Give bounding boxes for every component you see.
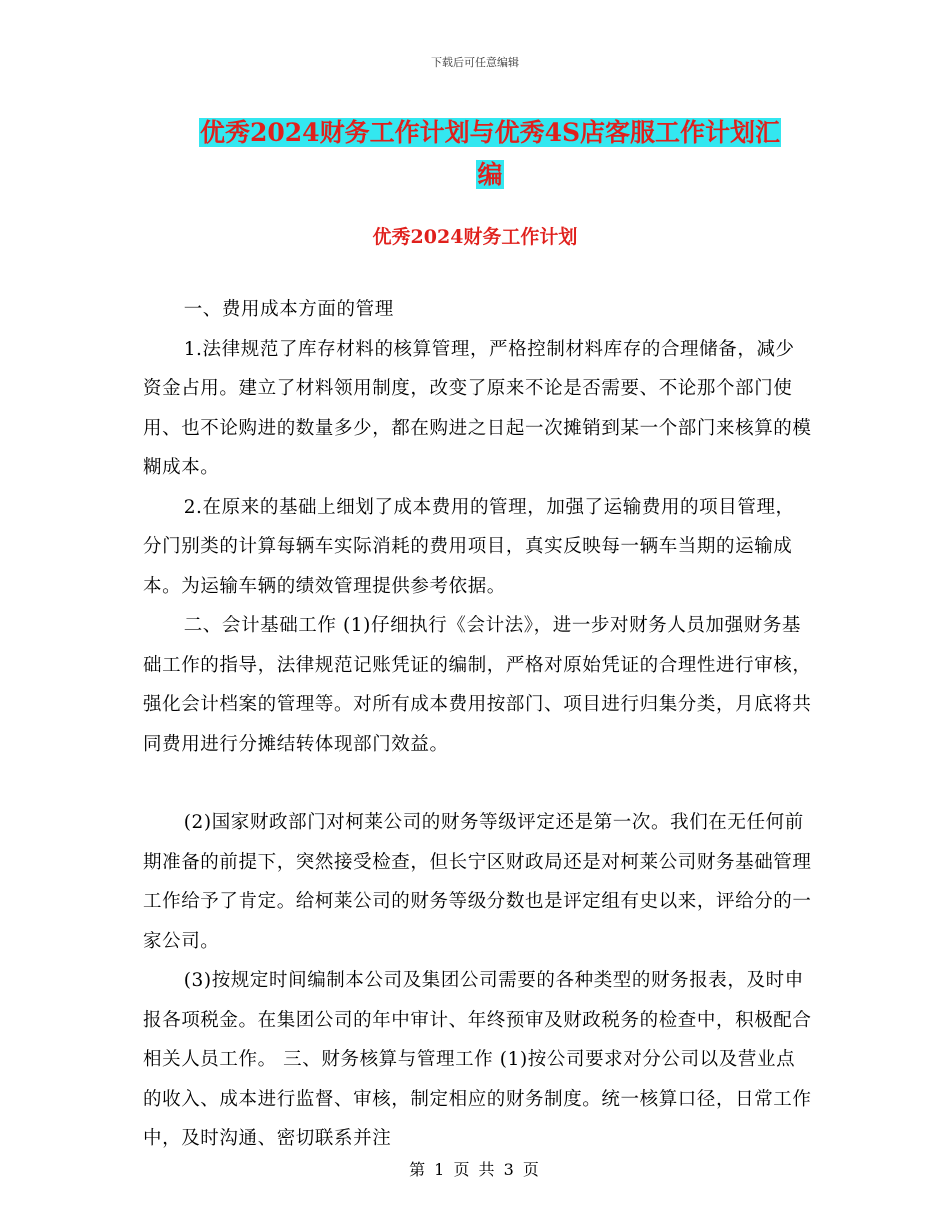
paragraph-2: 2.在原来的基础上细划了成本费用的管理，加强了运输费用的项目管理，分门别类的计算每辆车实际消耗的费用项目，真实反映每一辆车当期的运输成本。为运输车辆的绩效管理提供参考依据。 <box>143 496 795 597</box>
document-body <box>143 290 813 1159</box>
paragraph-4: (2)国家财政部门对柯莱公司的财务等级评定还是第一次。我们在无任何前期准备的前提下，突然接受检查，但长宁区财政局还是对柯莱公司财务基础管理工作给予了肯定。给柯莱公司的财务等级分数也是评定组有史以来，评给分的一家公司。 <box>143 812 812 952</box>
paragraph-heading-cost: 一、费用成本方面的管理 <box>183 299 394 320</box>
paragraph-3: 二、会计基础工作 (1)仔细执行《会计法》，进一步对财务人员加强财务基础工作的指导，法律规范记账凭证的编制，严格对原始凭证的合理性进行审核，强化会计档案的管理等。对所有成本费用按部门、项目进行归集分类，月底将共同费用进行分摊结转体现部门效益。 <box>143 615 812 755</box>
page-number: 第 1 页 共 3 页 <box>409 1160 541 1179</box>
document-title <box>140 112 840 196</box>
section-title: 优秀2024财务工作计划 <box>372 226 578 248</box>
title-line-2: 编 <box>477 160 503 189</box>
paragraph-1: 1.法律规范了库存材料的核算管理，严格控制材料库存的合理储备，减少资金占用。建立了材料领用制度，改变了原来不论是否需要、不论那个部门使用、也不论购进的数量多少，都在购进之日起一次摊销到某一个部门来核算的模糊成本。 <box>143 338 812 478</box>
title-line-1: 优秀2024财务工作计划与优秀4S店客服工作计划汇 <box>199 118 781 147</box>
paragraph-5: (3)按规定时间编制本公司及集团公司需要的各种类型的财务报表，及时申报各项税金。在集团公司的年中审计、年终预审及财政税务的检查中，积极配合相关人员工作。 三、财务核算与管理工作 (1)按公司要求对分公司以及营业点的收入、成本进行监督、审核，制定相应的财务制度。统一核算口径，日常工作中，及时沟通、密切联系并注 <box>143 970 812 1149</box>
header-note: 下载后可任意编辑 <box>431 56 519 69</box>
